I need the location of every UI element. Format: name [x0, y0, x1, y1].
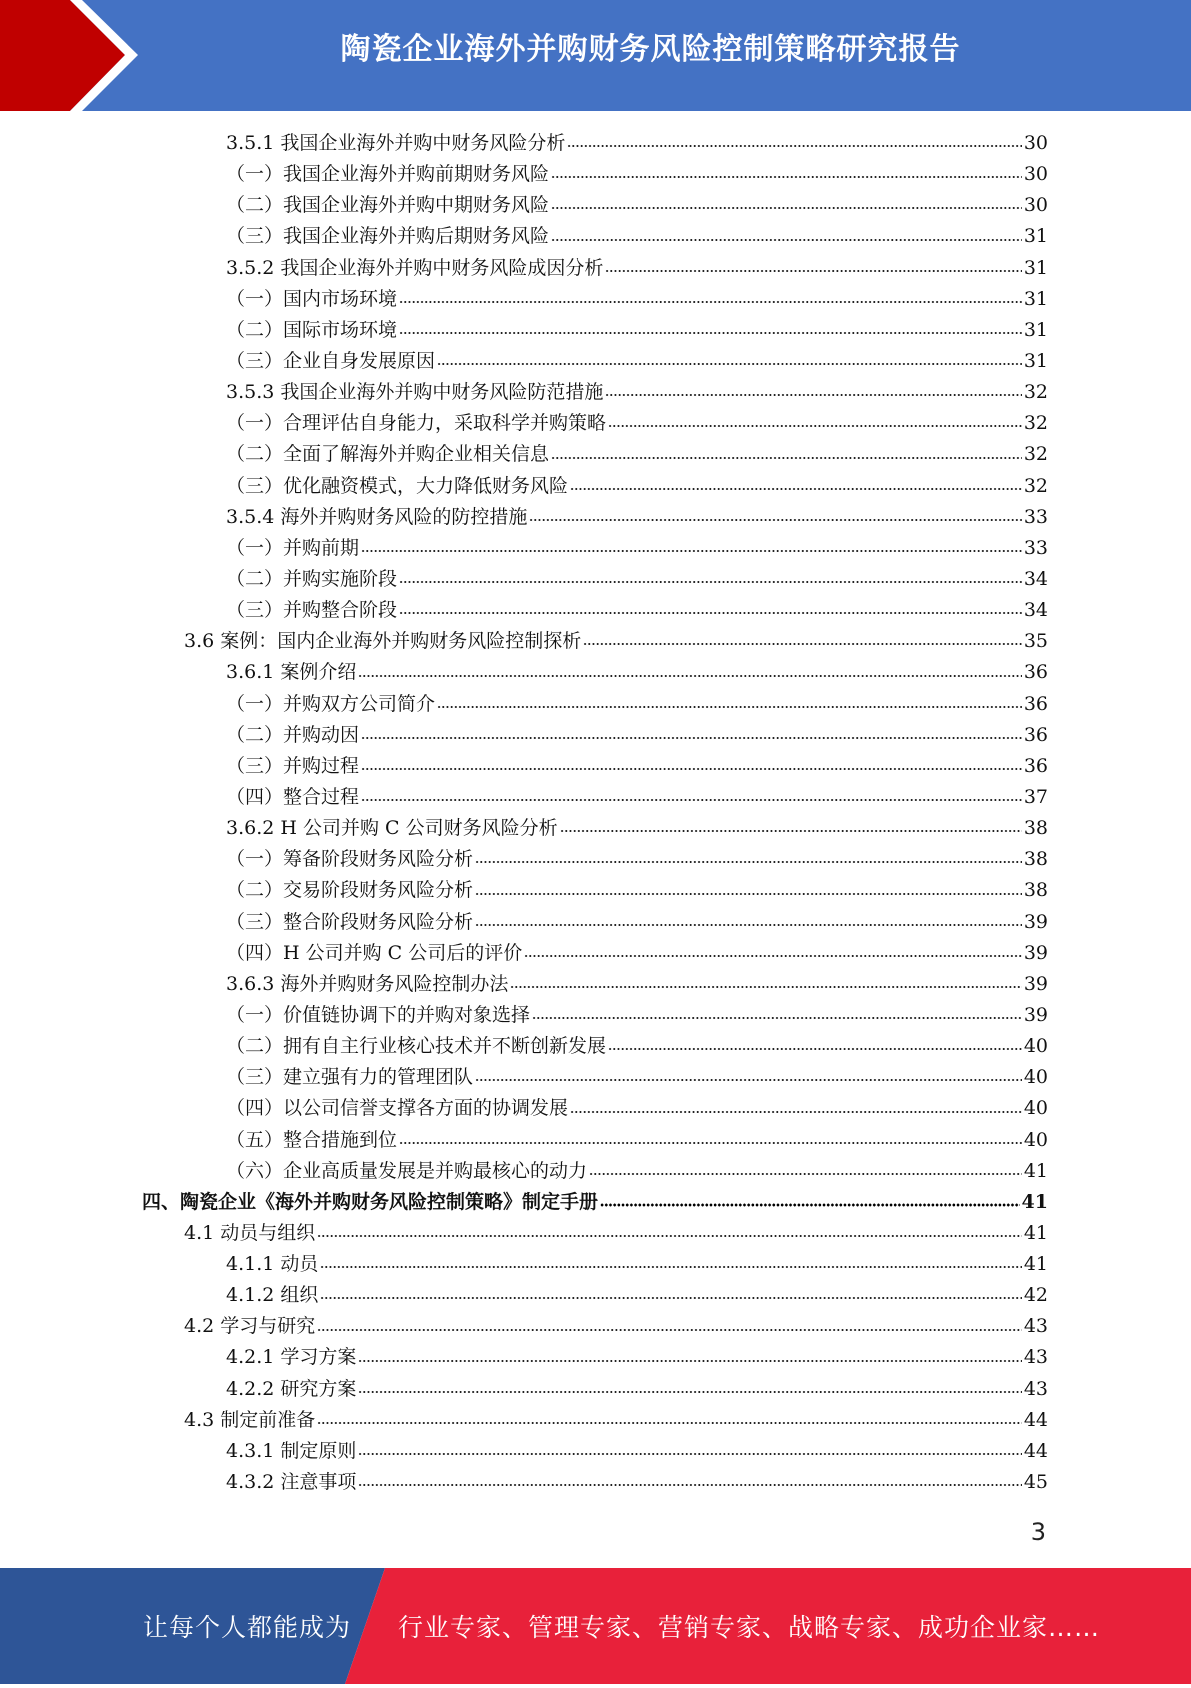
table-of-contents: [142, 128, 1048, 1498]
toc-entry-title: 4.1.1 动员: [226, 1253, 319, 1276]
toc-dot-leader: [605, 380, 1021, 399]
toc-entry-page: 35: [1023, 630, 1048, 653]
toc-dot-leader: [361, 754, 1022, 773]
toc-entry[interactable]: [142, 1000, 1048, 1031]
toc-dot-leader: [551, 193, 1022, 212]
toc-dot-leader: [399, 287, 1022, 306]
toc-entry-page: 41: [1021, 1190, 1048, 1213]
toc-entry-page: 34: [1023, 599, 1048, 622]
toc-dot-leader: [358, 1377, 1021, 1396]
toc-entry-title: （四）以公司信誉支撑各方面的协调发展: [226, 1097, 569, 1120]
toc-entry-page: 41: [1023, 1253, 1048, 1276]
toc-dot-leader: [560, 816, 1022, 835]
toc-entry[interactable]: [142, 1436, 1048, 1467]
toc-entry-title: （二）我国企业海外并购中期财务风险: [226, 194, 550, 217]
toc-entry-title: （一）并购前期: [226, 536, 360, 559]
report-title: 陶瓷企业海外并购财务风险控制策略研究报告: [340, 32, 961, 67]
toc-entry-page: 40: [1023, 1097, 1048, 1120]
toc-entry[interactable]: [142, 1093, 1048, 1124]
toc-entry-page: 31: [1023, 256, 1048, 279]
toc-entry[interactable]: [142, 564, 1048, 595]
toc-entry-page: 39: [1023, 972, 1048, 995]
toc-dot-leader: [551, 224, 1022, 243]
toc-entry-page: 43: [1023, 1377, 1048, 1400]
toc-entry[interactable]: [142, 284, 1048, 315]
toc-entry-page: 38: [1023, 879, 1048, 902]
toc-entry-page: 30: [1023, 132, 1048, 154]
page-footer: [0, 1568, 1191, 1684]
toc-entry[interactable]: [142, 1062, 1048, 1093]
toc-entry[interactable]: [142, 844, 1048, 875]
toc-dot-leader: [399, 567, 1022, 586]
toc-entry[interactable]: [142, 315, 1048, 346]
toc-entry[interactable]: [142, 969, 1048, 1000]
toc-entry-page: 39: [1023, 941, 1048, 964]
toc-entry-page: 41: [1023, 1221, 1048, 1244]
toc-entry-title: 3.5.1 我国企业海外并购中财务风险分析: [226, 132, 566, 154]
toc-entry-page: 31: [1023, 287, 1048, 310]
toc-dot-leader: [399, 318, 1022, 337]
toc-entry[interactable]: [142, 1311, 1048, 1342]
toc-entry-page: 31: [1023, 318, 1048, 341]
toc-entry-title: 4.3.2 注意事项: [226, 1471, 357, 1494]
toc-entry-title: 3.6.3 海外并购财务风险控制办法: [226, 972, 509, 995]
toc-entry-page: 44: [1023, 1439, 1048, 1462]
toc-entry-title: （一）价值链协调下的并购对象选择: [226, 1003, 531, 1026]
toc-dot-leader: [361, 785, 1022, 804]
toc-entry[interactable]: [142, 907, 1048, 938]
toc-entry[interactable]: [142, 471, 1048, 502]
toc-entry[interactable]: [142, 1280, 1048, 1311]
toc-entry-page: 36: [1023, 692, 1048, 715]
toc-entry-page: 43: [1023, 1315, 1048, 1338]
toc-entry[interactable]: [142, 1249, 1048, 1280]
toc-entry[interactable]: [142, 190, 1048, 221]
toc-entry-page: 32: [1023, 381, 1048, 404]
toc-entry[interactable]: [142, 751, 1048, 782]
toc-entry-page: 41: [1023, 1159, 1048, 1182]
toc-entry[interactable]: [142, 533, 1048, 564]
toc-entry[interactable]: [142, 720, 1048, 751]
toc-entry-page: 36: [1023, 661, 1048, 684]
toc-entry-title: （一）并购双方公司简介: [226, 692, 436, 715]
toc-entry[interactable]: [142, 408, 1048, 439]
toc-entry-title: 3.5.2 我国企业海外并购中财务风险成因分析: [226, 256, 604, 279]
toc-entry[interactable]: [142, 1342, 1048, 1373]
toc-entry-page: 45: [1023, 1471, 1048, 1494]
toc-dot-leader: [583, 629, 1022, 648]
toc-entry-title: （二）并购实施阶段: [226, 567, 398, 590]
toc-dot-leader: [358, 1439, 1021, 1458]
toc-entry[interactable]: [142, 657, 1048, 688]
toc-entry-page: 31: [1023, 349, 1048, 372]
toc-dot-leader: [399, 1128, 1022, 1147]
toc-entry-page: 38: [1023, 848, 1048, 871]
toc-entry-title: 四、陶瓷企业《海外并购财务风险控制策略》制定手册: [142, 1190, 599, 1213]
toc-entry[interactable]: [142, 1156, 1048, 1187]
toc-entry-title: （二）全面了解海外并购企业相关信息: [226, 443, 550, 466]
toc-entry-title: （二）国际市场环境: [226, 318, 398, 341]
toc-entry-title: （三）并购整合阶段: [226, 599, 398, 622]
toc-entry[interactable]: [142, 1405, 1048, 1436]
toc-entry-title: （三）整合阶段财务风险分析: [226, 910, 474, 933]
toc-entry-title: 4.1.2 组织: [226, 1284, 319, 1307]
toc-entry-page: 31: [1023, 225, 1048, 248]
header-arrow-decoration: [0, 0, 160, 111]
toc-dot-leader: [475, 1065, 1022, 1084]
toc-dot-leader: [317, 1408, 1022, 1427]
toc-entry-title: 3.5.3 我国企业海外并购中财务风险防范措施: [226, 381, 604, 404]
toc-dot-leader: [524, 941, 1022, 960]
toc-entry[interactable]: [142, 128, 1048, 159]
toc-dot-leader: [608, 1034, 1022, 1053]
toc-entry[interactable]: [142, 377, 1048, 408]
toc-dot-leader: [532, 1003, 1022, 1022]
toc-dot-leader: [600, 1190, 1020, 1209]
toc-entry-title: 4.2.1 学习方案: [226, 1346, 357, 1369]
footer-slogan-right: 行业专家、管理专家、营销专家、战略专家、成功企业家……: [398, 1613, 1101, 1642]
toc-dot-leader: [475, 847, 1022, 866]
toc-entry[interactable]: [142, 1374, 1048, 1405]
page-header: [0, 0, 1191, 111]
toc-entry-title: 4.3 制定前准备: [184, 1408, 316, 1431]
toc-dot-leader: [551, 442, 1022, 461]
toc-entry[interactable]: [142, 689, 1048, 720]
toc-entry[interactable]: [142, 595, 1048, 626]
toc-entry[interactable]: [142, 813, 1048, 844]
toc-dot-leader: [358, 1345, 1021, 1364]
toc-entry[interactable]: [142, 626, 1048, 657]
toc-dot-leader: [475, 910, 1022, 929]
toc-entry[interactable]: [142, 1031, 1048, 1062]
toc-dot-leader: [475, 878, 1022, 897]
toc-entry-title: 3.6 案例：国内企业海外并购财务风险控制探析: [184, 630, 582, 653]
toc-entry-title: 3.6.1 案例介绍: [226, 661, 357, 684]
toc-entry-title: （一）筹备阶段财务风险分析: [226, 848, 474, 871]
toc-entry-title: （六）企业高质量发展是并购最核心的动力: [226, 1159, 588, 1182]
toc-dot-leader: [589, 1159, 1022, 1178]
toc-entry-title: （一）国内市场环境: [226, 287, 398, 310]
toc-entry-page: 36: [1023, 723, 1048, 746]
toc-dot-leader: [510, 972, 1021, 991]
toc-entry-page: 32: [1023, 412, 1048, 435]
toc-entry[interactable]: [142, 1467, 1048, 1498]
toc-entry-title: （二）交易阶段财务风险分析: [226, 879, 474, 902]
toc-dot-leader: [358, 1470, 1021, 1489]
toc-entry[interactable]: [142, 159, 1048, 190]
toc-dot-leader: [529, 505, 1021, 524]
toc-entry-title: （二）拥有自主行业核心技术并不断创新发展: [226, 1035, 607, 1058]
toc-entry-page: 40: [1023, 1066, 1048, 1089]
toc-entry-page: 33: [1023, 536, 1048, 559]
toc-dot-leader: [570, 1096, 1022, 1115]
toc-entry[interactable]: [142, 502, 1048, 533]
toc-entry-page: 37: [1023, 785, 1048, 808]
toc-dot-leader: [317, 1221, 1022, 1240]
toc-dot-leader: [437, 349, 1022, 368]
toc-entry[interactable]: [142, 346, 1048, 377]
toc-entry-page: 33: [1023, 505, 1048, 528]
toc-dot-leader: [437, 692, 1022, 711]
toc-entry-title: （三）优化融资模式，大力降低财务风险: [226, 474, 569, 497]
toc-entry[interactable]: [142, 782, 1048, 813]
footer-slogan-left: 让每个人都能成为: [143, 1613, 352, 1642]
toc-dot-leader: [361, 536, 1022, 555]
toc-entry-title: 3.5.4 海外并购财务风险的防控措施: [226, 505, 528, 528]
toc-dot-leader: [320, 1283, 1021, 1302]
toc-entry-title: 4.2 学习与研究: [184, 1315, 316, 1338]
toc-entry[interactable]: [142, 938, 1048, 969]
page-number: 3: [1030, 1518, 1046, 1546]
toc-entry-page: 40: [1023, 1035, 1048, 1058]
toc-dot-leader: [358, 660, 1021, 679]
toc-entry-title: （二）并购动因: [226, 723, 360, 746]
toc-entry-title: （三）我国企业海外并购后期财务风险: [226, 225, 550, 248]
toc-entry-title: 4.3.1 制定原则: [226, 1439, 357, 1462]
toc-entry-page: 30: [1023, 163, 1048, 186]
toc-entry-page: 32: [1023, 474, 1048, 497]
toc-dot-leader: [320, 1252, 1021, 1271]
toc-entry[interactable]: [142, 1218, 1048, 1249]
toc-entry-title: （四）整合过程: [226, 785, 360, 808]
toc-entry-title: 3.6.2 H 公司并购 C 公司财务风险分析: [226, 817, 558, 840]
toc-entry-title: 4.2.2 研究方案: [226, 1377, 357, 1400]
toc-entry-title: （三）并购过程: [226, 754, 360, 777]
toc-entry-page: 36: [1023, 754, 1048, 777]
toc-entry-title: （三）建立强有力的管理团队: [226, 1066, 474, 1089]
toc-entry[interactable]: [142, 875, 1048, 906]
toc-entry[interactable]: [142, 1125, 1048, 1156]
toc-entry-page: 39: [1023, 1003, 1048, 1026]
toc-entry-page: 39: [1023, 910, 1048, 933]
toc-dot-leader: [608, 411, 1022, 430]
toc-entry[interactable]: [142, 221, 1048, 252]
toc-entry-page: 34: [1023, 567, 1048, 590]
toc-entry-title: （五）整合措施到位: [226, 1128, 398, 1151]
toc-entry-page: 42: [1023, 1284, 1048, 1307]
toc-entry[interactable]: [142, 253, 1048, 284]
toc-dot-leader: [551, 162, 1022, 181]
toc-entry[interactable]: [142, 439, 1048, 470]
toc-dot-leader: [361, 723, 1022, 742]
toc-entry-page: 40: [1023, 1128, 1048, 1151]
toc-entry-title: （一）合理评估自身能力，采取科学并购策略: [226, 412, 607, 435]
toc-dot-leader: [605, 256, 1021, 275]
toc-entry-page: 30: [1023, 194, 1048, 217]
toc-entry-title: （四）H 公司并购 C 公司后的评价: [226, 941, 523, 964]
toc-entry-page: 43: [1023, 1346, 1048, 1369]
toc-dot-leader: [317, 1314, 1022, 1333]
toc-entry-page: 38: [1023, 817, 1048, 840]
toc-dot-leader: [567, 131, 1021, 150]
toc-dot-leader: [570, 474, 1022, 493]
toc-entry-title: 4.1 动员与组织: [184, 1221, 316, 1244]
toc-dot-leader: [399, 598, 1022, 617]
toc-entry-title: （三）企业自身发展原因: [226, 349, 436, 372]
toc-entry-page: 44: [1023, 1408, 1048, 1431]
toc-entry-page: 32: [1023, 443, 1048, 466]
toc-entry[interactable]: [142, 1187, 1048, 1218]
toc-entry-title: （一）我国企业海外并购前期财务风险: [226, 163, 550, 186]
